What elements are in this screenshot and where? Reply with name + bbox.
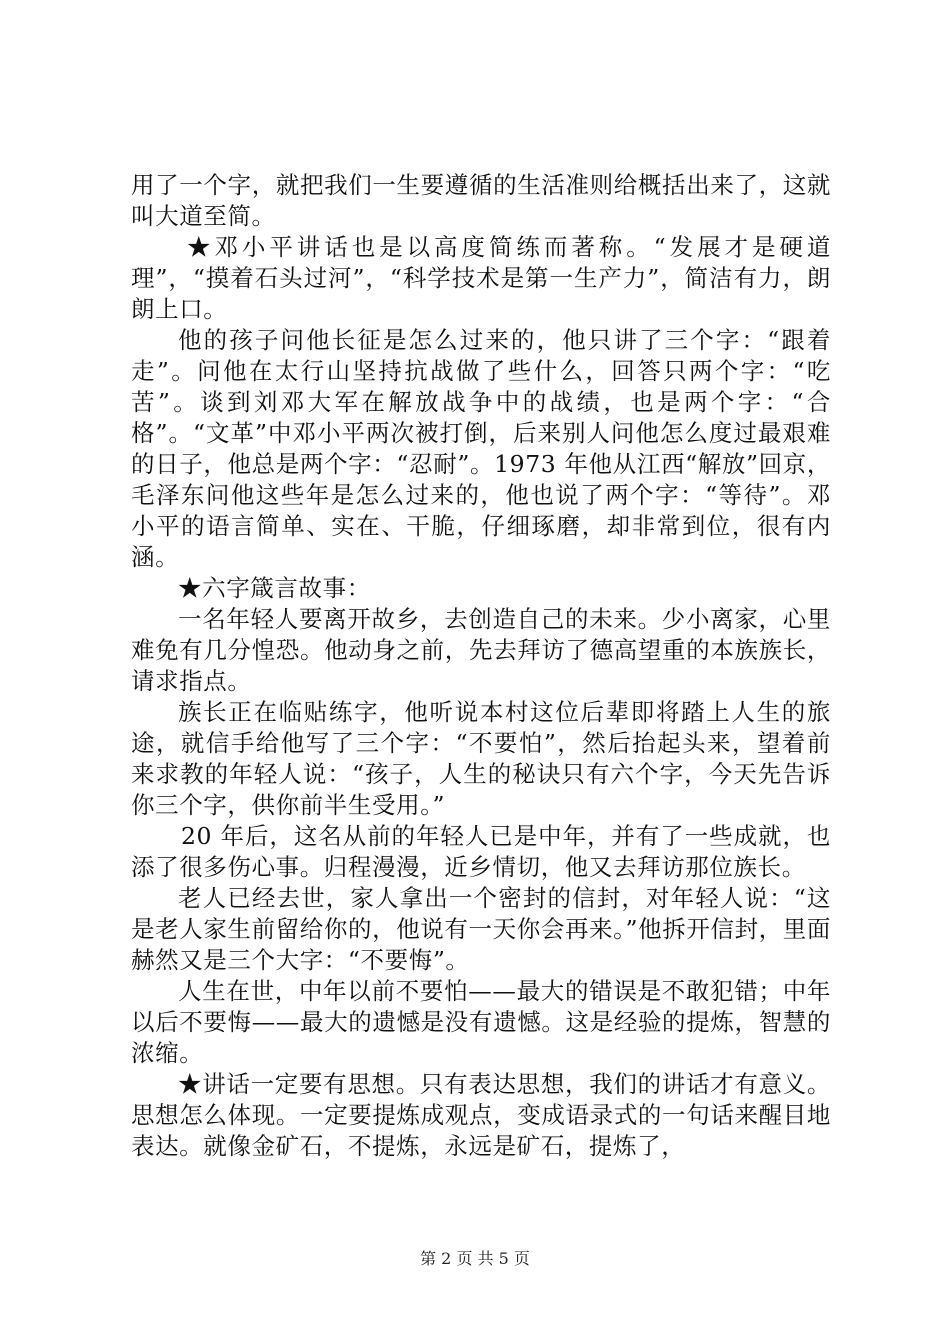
body-text — [131, 170, 831, 1162]
paragraph: ★六字箴言故事： — [178, 574, 371, 602]
paragraph: 20 年后，这名从前的年轻人已是中年，并有了一些成就，也添了很多伤心事。归程漫漫，近乡情切，他又去拜访那位族长。 — [131, 822, 831, 881]
paragraph: 族长正在临贴练字，他听说本村这位后辈即将踏上人生的旅途，就信手给他写了三个字：“不要怕”，然后抬起头来，望着前来求教的年轻人说：“孩子，人生的秘诀只有六个字，今天先告诉你三个字，供你前半生受用。” — [131, 698, 831, 819]
paragraph: 他的孩子问他长征是怎么过来的，他只讲了三个字：“跟着走”。问他在太行山坚持抗战做了些什么，回答只两个字：“吃苦”。谈到刘邓大军在解放战争中的战绩，也是两个字：“合格”。“文革”中邓小平两次被打倒，后来别人问他怎么度过最艰难的日子，他总是两个字：“忍耐”。1973 年他从江西“解放”回京，毛泽东问他这些年是怎么过来的，他也说了两个字：“等待”。邓小平的语言简单、实在、干脆，仔细琢磨，却非常到位，很有内涵。 — [131, 326, 831, 571]
paragraph: 人生在世，中年以前不要怕——最大的错误是不敢犯错；中年以后不要悔——最大的遗憾是没有遗憾。这是经验的提炼，智慧的浓缩。 — [131, 977, 831, 1067]
paragraph: 老人已经去世，家人拿出一个密封的信封，对年轻人说：“这是老人家生前留给你的，他说有一天你会再来。”他拆开信封，里面赫然又是三个大字：“不要悔”。 — [131, 884, 831, 974]
paragraph: 用了一个字，就把我们一生要遵循的生活准则给概括出来了，这就叫大道至简。 — [131, 171, 831, 230]
paragraph: ★讲话一定要有思想。只有表达思想，我们的讲话才有意义。思想怎么体现。一定要提炼成观点，变成语录式的一句话来醒目地表达。就像金矿石，不提炼，永远是矿石，提炼了， — [131, 1070, 831, 1160]
paragraph: 一名年轻人要离开故乡，去创造自己的未来。少小离家，心里难免有几分惶恐。他动身之前，先去拜访了德高望重的本族族长，请求指点。 — [131, 605, 831, 695]
page-number-footer: 第 2 页 共 5 页 — [420, 1249, 530, 1268]
paragraph: ★邓小平讲话也是以高度简练而著称。“发展才是硬道理”，“摸着石头过河”，“科学技术是第一生产力”，简洁有力，朗朗上口。 — [131, 233, 831, 323]
